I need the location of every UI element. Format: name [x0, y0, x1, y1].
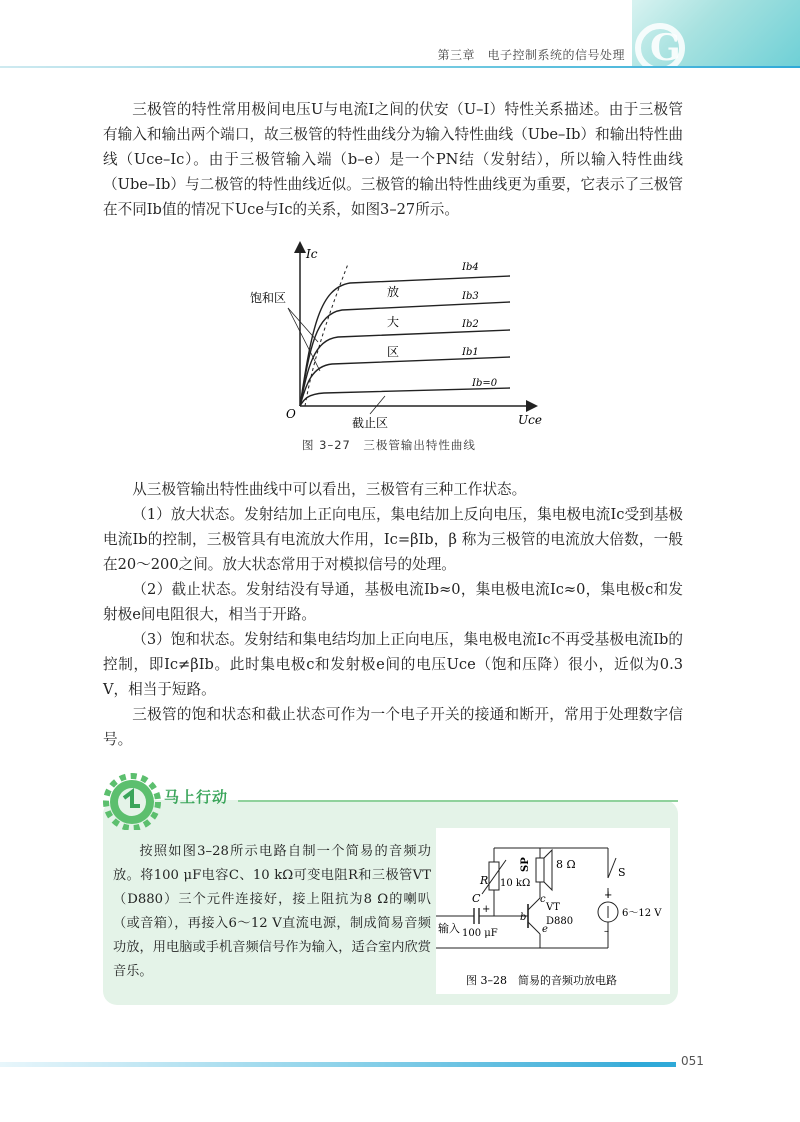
amplify-region-label-2: 大 — [387, 315, 400, 329]
saturation-pointer-2 — [288, 308, 320, 371]
curve-ib2 — [300, 330, 510, 406]
cutoff-region-label: 截止区 — [352, 416, 389, 430]
source-minus: – — [604, 926, 609, 937]
source-value: 6～12 V — [622, 908, 662, 919]
action-gear-icon — [102, 772, 166, 830]
x-axis-label: Uce — [518, 413, 542, 427]
input-label: 输入 — [438, 922, 460, 935]
states-section — [103, 477, 683, 752]
action-badge — [102, 772, 166, 834]
amplify-region-label-1: 放 — [387, 285, 400, 299]
speaker-icon — [536, 858, 544, 882]
switch-blade — [608, 858, 616, 878]
vt-label: VT — [546, 902, 560, 913]
switch-label: S — [618, 866, 626, 879]
label-ib4: Ib4 — [462, 262, 479, 273]
switch-usage-paragraph: 三极管的饱和状态和截止状态可作为一个电子开关的接通和断开，常用于处理数字信号。 — [103, 706, 683, 748]
label-ib0: Ib=0 — [472, 378, 498, 389]
e-label: e — [542, 924, 548, 935]
amplify-state-paragraph: （1）放大状态。发射结加上正向电压，集电结加上反向电压，集电极电流Ic受到基极电流Ib的控制，三极管具有电流放大作用，Ic=βIb，β 称为三极管的电流放大倍数，一般在20～200之间。放大状态常用于对模拟信号的处理。 — [103, 506, 683, 573]
c-plus: + — [482, 904, 491, 915]
page-number: 051 — [681, 1054, 704, 1068]
r-label: R — [480, 874, 489, 887]
chapter-logo-graphic — [632, 0, 800, 66]
figure-3-27-caption: 图 3–27 三极管输出特性曲线 — [302, 438, 476, 452]
action-title: 马上行动 — [164, 788, 229, 806]
c-label: C — [472, 892, 481, 905]
action-text: 按照如图3–28所示电路自制一个简易的音频功放。将100 μF电容C、10 kΩ可变电阻R和三极管VT（D880）三个元件连接好，接上阻抗为8 Ω的喇叭（或音箱），再接入6～12 V直流电源，制成简易音频功放，用电脑或手机音频信号作为输入，适合室内欣赏音乐。 — [113, 844, 431, 979]
figure-3-28-panel — [436, 828, 670, 994]
states-intro: 从三极管输出特性曲线中可以看出，三极管有三种工作状态。 — [132, 481, 527, 498]
source-plus: + — [604, 890, 613, 901]
action-text-block — [113, 840, 431, 984]
c-pin-label: c — [540, 894, 546, 905]
figure-3-27-chart — [250, 236, 550, 431]
r-value: 10 kΩ — [500, 878, 531, 889]
speaker-cone — [544, 850, 552, 890]
label-ib1: Ib1 — [462, 347, 479, 358]
label-ib3: Ib3 — [462, 291, 479, 302]
footer-rule-accent — [620, 1062, 676, 1067]
action-title-rule — [238, 800, 678, 802]
c-value: 100 μF — [462, 928, 498, 939]
sp-value: 8 Ω — [556, 858, 576, 871]
emitter-lead — [528, 922, 540, 934]
curve-ib0 — [300, 388, 510, 406]
chapter-logo — [632, 0, 800, 66]
saturation-region-label: 饱和区 — [250, 291, 287, 305]
intro-paragraph: 三极管的特性常用极间电压U与电流I之间的伏安（U–I）特性关系描述。由于三极管有输入和输出两个端口，故三极管的特性曲线分为输入特性曲线（Ube–Ib）和输出特性曲线（Uce–Ic）。由于三极管输入端（b–e）是一个PN结（发射结），所以输入特性曲线（Ube–Ib）与二极管的特性曲线近似。三极管的输出特性曲线更为重要，它表示了三极管在不同Ib值的情况下Uce与Ic的关系，如图3–27所示。 — [103, 101, 683, 218]
header-rule — [0, 66, 800, 68]
b-label: b — [520, 912, 527, 923]
resistor-r-icon — [489, 862, 499, 890]
sp-label: SP — [520, 857, 531, 872]
intro-section — [103, 97, 683, 222]
figure-3-28-circuit — [436, 828, 670, 994]
figure-3-28-caption: 图 3–28 简易的音频功放电路 — [466, 974, 617, 987]
saturation-state-paragraph: （3）饱和状态。发射结和集电结均加上正向电压，集电极电流Ic不再受基极电流Ib的控制，即Ic≠βIb。此时集电极c和发射极e间的电压Uce（饱和压降）很小，近似为0.3 V，相当于短路。 — [103, 631, 683, 698]
amplify-region-label-3: 区 — [387, 345, 400, 359]
y-axis-label: Ic — [306, 247, 318, 261]
origin-label: O — [286, 407, 296, 421]
chapter-title: 第三章 电子控制系统的信号处理 — [437, 48, 625, 62]
cutoff-state-paragraph: （2）截止状态。发射结没有导通，基极电流Ib≈0，集电极电流Ic≈0，集电极c和发射极e间电阻很大，相当于开路。 — [103, 581, 683, 623]
cutoff-pointer — [370, 396, 385, 414]
logo-letter: G — [650, 27, 681, 66]
vt-model: D880 — [546, 916, 574, 927]
label-ib2: Ib2 — [462, 319, 479, 330]
footer-rule — [0, 1062, 670, 1067]
collector-lead — [528, 898, 540, 910]
